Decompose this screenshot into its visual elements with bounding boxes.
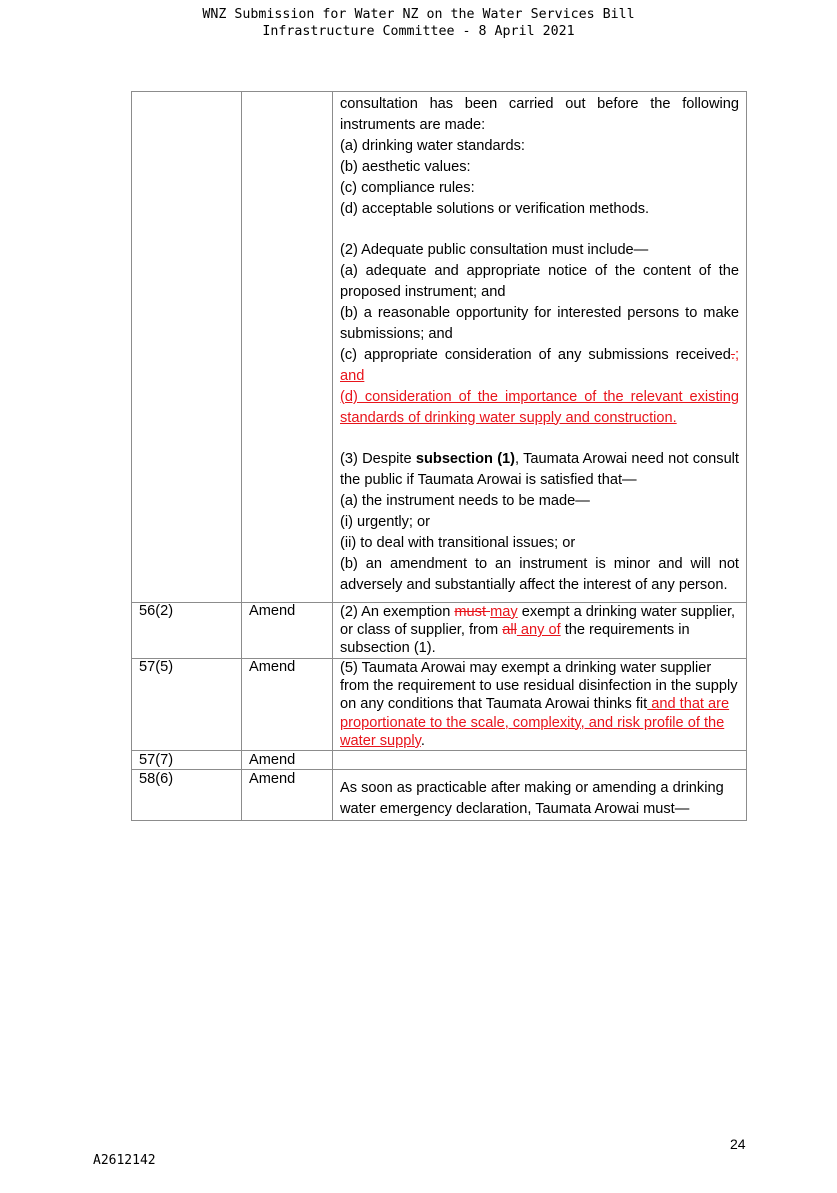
item-text: , Taumata Arowai need not consult the public if Taumata Arowai is satisfied that—	[340, 451, 739, 489]
subsection-2: (2) Adequate public consultation must include—	[340, 242, 649, 259]
list-item: (ii) to deal with transitional issues; or	[340, 535, 576, 551]
text-cell	[333, 92, 747, 603]
subsection-3	[340, 449, 739, 491]
bold-reference: subsection (1)	[415, 451, 516, 468]
action-cell: Amend	[242, 751, 333, 770]
item-text: (3) Despite	[340, 451, 416, 468]
text-cell	[333, 658, 747, 750]
inserted-text: any of	[516, 622, 561, 639]
list-item: (c) compliance rules:	[340, 179, 475, 196]
inserted-item: (d) consideration of the importance of the relevant existing standards of drinking water supply and construction.	[340, 388, 739, 426]
document-id: A2612142	[93, 1153, 156, 1168]
list-item: (b) a reasonable opportunity for interested persons to make submissions; and	[340, 305, 739, 342]
item-text: (2) An exemption	[340, 603, 455, 620]
list-item: (a) adequate and appropriate notice of the content of the proposed instrument; and	[340, 263, 739, 301]
header-title: WNZ Submission for Water NZ on the Water Services Bill	[202, 7, 635, 22]
table-row-56-2	[132, 602, 747, 658]
amendment-text: As soon as practicable after making or amending a drinking water emergency declaration, Taumata Arowai must—	[340, 780, 724, 818]
clause-cell: 56(2)	[132, 602, 242, 658]
table-row-58-6	[132, 770, 747, 821]
list-item: (a) drinking water standards:	[340, 137, 525, 154]
list-item	[340, 345, 739, 387]
deleted-text: all	[502, 622, 517, 639]
deleted-text: must	[454, 603, 491, 620]
header-subtitle: Infrastructure Committee - 8 April 2021	[262, 24, 575, 39]
page-number: 24	[730, 1136, 746, 1152]
list-item: (a) the instrument needs to be made—	[340, 493, 590, 510]
submission-table	[131, 91, 747, 821]
action-cell	[242, 92, 333, 603]
list-item: (i) urgently; or	[340, 514, 431, 531]
item-text: .	[420, 732, 425, 749]
inserted-text: and that are proportionate to the scale, complexity, and risk profile of the water supply	[340, 696, 730, 749]
list-item: (b) an amendment to an instrument is minor and will not adversely and substantially affect the interest of any person.	[340, 555, 739, 593]
item-text: the requirements in subsection (1).	[340, 622, 690, 657]
table-row-57-7	[132, 751, 747, 770]
item-text: exempt a drinking water supplier, or class of supplier, from	[340, 603, 736, 639]
clause-cell: 58(6)	[132, 770, 242, 821]
page-header	[0, 6, 837, 40]
action-cell: Amend	[242, 602, 333, 658]
table-row-57-5	[132, 658, 747, 750]
list-item: (d) acceptable solutions or verification methods.	[340, 200, 650, 217]
item-text: (5) Taumata Arowai may exempt a drinking water supplier from the requirement to use residual disinfection in the supply on any conditions that Taumata Arowai thinks fit	[340, 659, 738, 713]
action-cell: Amend	[242, 658, 333, 750]
list-item: (b) aesthetic values:	[340, 158, 471, 175]
inserted-text: may	[490, 603, 518, 620]
text-cell	[333, 751, 747, 770]
text-cell	[333, 770, 747, 821]
table-row-continuation	[132, 92, 747, 603]
amendment-text	[340, 659, 739, 750]
inserted-text: ; and	[340, 346, 739, 384]
text-cell	[333, 602, 747, 658]
clause-cell: 57(7)	[132, 751, 242, 770]
amendment-text	[340, 603, 739, 658]
item-text: (c) appropriate consideration of any submissions received	[340, 346, 731, 363]
clause-cell: 57(5)	[132, 658, 242, 750]
action-cell: Amend	[242, 770, 333, 821]
deleted-text: .	[730, 346, 735, 363]
continuation-line: consultation has been carried out before the following instruments are made:	[340, 96, 739, 133]
clause-cell	[132, 92, 242, 603]
